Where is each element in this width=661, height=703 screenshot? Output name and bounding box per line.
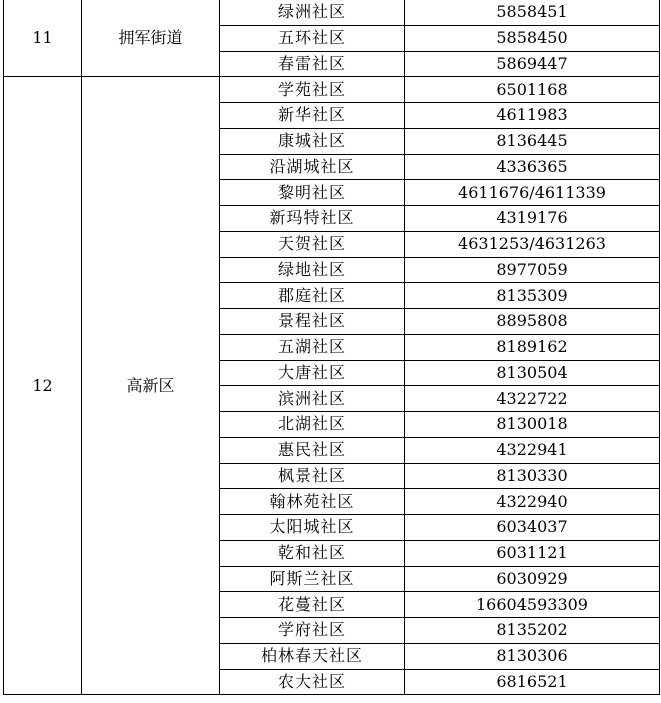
table-body: [4, 0, 660, 695]
phone-number-cell: 8895808: [405, 309, 660, 335]
phone-number-cell: 6030929: [405, 566, 660, 592]
table-row: [4, 77, 660, 103]
community-phone-table: [3, 0, 660, 695]
community-name-cell: 翰林苑社区: [220, 489, 405, 515]
phone-number-cell: 8130018: [405, 412, 660, 438]
group-number-cell: 11: [4, 0, 82, 77]
community-name-cell: 太阳城社区: [220, 515, 405, 541]
community-name-cell: 农大社区: [220, 669, 405, 695]
community-name-cell: 新华社区: [220, 103, 405, 129]
community-name-cell: 北湖社区: [220, 412, 405, 438]
phone-number-cell: 8130504: [405, 360, 660, 386]
phone-number-cell: 4319176: [405, 206, 660, 232]
phone-number-cell: 8135309: [405, 283, 660, 309]
phone-number-cell: 4322941: [405, 437, 660, 463]
community-name-cell: 沿湖城社区: [220, 154, 405, 180]
phone-number-cell: 6816521: [405, 669, 660, 695]
community-name-cell: 郡庭社区: [220, 283, 405, 309]
community-name-cell: 学府社区: [220, 618, 405, 644]
community-name-cell: 黎明社区: [220, 180, 405, 206]
phone-number-cell: 8135202: [405, 618, 660, 644]
community-name-cell: 柏林春天社区: [220, 643, 405, 669]
phone-number-cell: 6501168: [405, 77, 660, 103]
phone-number-cell: 4336365: [405, 154, 660, 180]
phone-number-cell: 4631253/4631263: [405, 231, 660, 257]
phone-number-cell: 5858451: [405, 0, 660, 25]
phone-number-cell: 8977059: [405, 257, 660, 283]
table-row: [4, 0, 660, 25]
community-name-cell: 景程社区: [220, 309, 405, 335]
community-name-cell: 惠民社区: [220, 437, 405, 463]
phone-number-cell: 6034037: [405, 515, 660, 541]
phone-number-cell: 4611676/4611339: [405, 180, 660, 206]
phone-number-cell: 5869447: [405, 51, 660, 77]
community-name-cell: 春雷社区: [220, 51, 405, 77]
group-number-cell: 12: [4, 77, 82, 695]
community-name-cell: 绿地社区: [220, 257, 405, 283]
community-name-cell: 乾和社区: [220, 540, 405, 566]
community-name-cell: 五湖社区: [220, 334, 405, 360]
phone-number-cell: 6031121: [405, 540, 660, 566]
community-name-cell: 滨洲社区: [220, 386, 405, 412]
community-name-cell: 绿洲社区: [220, 0, 405, 25]
community-name-cell: 枫景社区: [220, 463, 405, 489]
phone-number-cell: 8136445: [405, 128, 660, 154]
phone-number-cell: 8189162: [405, 334, 660, 360]
phone-number-cell: 8130306: [405, 643, 660, 669]
community-name-cell: 天贺社区: [220, 231, 405, 257]
phone-number-cell: 5858450: [405, 25, 660, 51]
community-name-cell: 花蔓社区: [220, 592, 405, 618]
community-name-cell: 康城社区: [220, 128, 405, 154]
phone-number-cell: 4611983: [405, 103, 660, 129]
phone-number-cell: 8130330: [405, 463, 660, 489]
street-name-cell: 拥军街道: [82, 0, 220, 77]
street-name-cell: 高新区: [82, 77, 220, 695]
phone-number-cell: 4322940: [405, 489, 660, 515]
phone-number-cell: 16604593309: [405, 592, 660, 618]
community-name-cell: 新玛特社区: [220, 206, 405, 232]
community-name-cell: 阿斯兰社区: [220, 566, 405, 592]
community-name-cell: 学苑社区: [220, 77, 405, 103]
community-name-cell: 五环社区: [220, 25, 405, 51]
phone-number-cell: 4322722: [405, 386, 660, 412]
community-name-cell: 大唐社区: [220, 360, 405, 386]
